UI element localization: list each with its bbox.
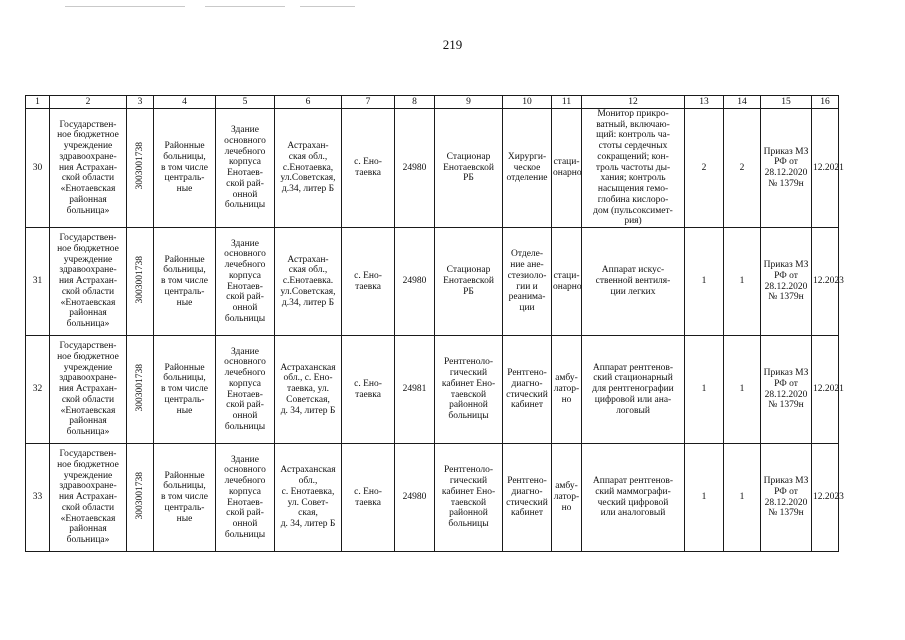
column-number-row: [26, 96, 839, 109]
table-row: [26, 336, 839, 444]
column-number: 12: [582, 96, 685, 109]
quantity-required: 1: [685, 444, 724, 552]
column-number: 15: [761, 96, 812, 109]
code: 24980: [395, 444, 435, 552]
equipment-table: [25, 95, 844, 552]
scan-artifact: [205, 6, 285, 7]
quantity-planned: 1: [724, 444, 761, 552]
care-mode: стаци- онарно: [552, 228, 582, 336]
inn-cell: [127, 109, 154, 228]
equipment: Монитор прикро- ватный, включаю- щий: контроль ча- стоты сердечных сокращений; кон- троль частоты ды- хания; контроль насыщения гемо- глобина кислоро- дом (пульсоксимет- рия): [582, 109, 685, 228]
facility-type: Районные больницы, в том числе централь- ные: [154, 336, 216, 444]
unit-name: Рентгеноло- гический кабинет Ено- таевской районной больницы: [435, 444, 503, 552]
department: Хирурги- ческое отделение: [503, 109, 552, 228]
regulation-order: Приказ МЗ РФ от 28.12.2020 № 1379н: [761, 444, 812, 552]
column-number: 7: [342, 96, 395, 109]
table-row: [26, 444, 839, 552]
table-row: [26, 109, 839, 228]
equipment: Аппарат искус- ственной вентиля- ции легких: [582, 228, 685, 336]
column-number: 14: [724, 96, 761, 109]
quantity-required: 2: [685, 109, 724, 228]
department: Рентгено- диагно- стический кабинет: [503, 444, 552, 552]
organization-name: Государствен- ное бюджетное учреждение здравоохране- ния Астрахан- ской области «Енотаевская районная больница»: [50, 444, 127, 552]
code: 24981: [395, 336, 435, 444]
care-mode: стаци- онарно: [552, 109, 582, 228]
target-date: 12.2021: [812, 109, 839, 228]
column-number: 11: [552, 96, 582, 109]
quantity-planned: 1: [724, 336, 761, 444]
care-mode: амбу- латор- но: [552, 444, 582, 552]
regulation-order: Приказ МЗ РФ от 28.12.2020 № 1379н: [761, 109, 812, 228]
organization-name: Государствен- ное бюджетное учреждение здравоохране- ния Астрахан- ской области «Енотаевская районная больница»: [50, 109, 127, 228]
regulation-order: Приказ МЗ РФ от 28.12.2020 № 1379н: [761, 336, 812, 444]
address: Астрахан- ская обл., с.Енотаевка. ул.Советская, д.34, литер Б: [275, 228, 342, 336]
row-number: 33: [26, 444, 50, 552]
inn-cell: [127, 444, 154, 552]
column-number: 4: [154, 96, 216, 109]
column-number: 13: [685, 96, 724, 109]
address: Астраханская обл., с. Енотаевка, ул. Совет- ская, д. 34, литер Б: [275, 444, 342, 552]
unit-name: Стационар Енотаевской РБ: [435, 109, 503, 228]
inn-value: 3003001738: [134, 142, 145, 190]
column-number: 2: [50, 96, 127, 109]
inn-value: 3003001738: [134, 471, 145, 520]
care-mode: амбу- латор- но: [552, 336, 582, 444]
department: Отделе- ние ане- стезиоло- гии и реанима- ции: [503, 228, 552, 336]
inn-value: 3003001738: [134, 363, 145, 412]
code: 24980: [395, 228, 435, 336]
page-number: 219: [442, 37, 463, 52]
row-number: 32: [26, 336, 50, 444]
building-name: Здание основного лечебного корпуса Енотаев- ской рай- онной больницы: [216, 228, 275, 336]
unit-name: Стационар Енотаевской РБ: [435, 228, 503, 336]
locality: с. Ено- таевка: [342, 336, 395, 444]
inn-cell: [127, 228, 154, 336]
quantity-planned: 1: [724, 228, 761, 336]
regulation-order: Приказ МЗ РФ от 28.12.2020 № 1379н: [761, 228, 812, 336]
equipment: Аппарат рентгенов- ский маммографи- ческий цифровой или аналоговый: [582, 444, 685, 552]
organization-name: Государствен- ное бюджетное учреждение здравоохране- ния Астрахан- ской области «Енотаевская районная больница»: [50, 228, 127, 336]
address: Астраханская обл., с. Ено- таевка, ул. Советская, д. 34, литер Б: [275, 336, 342, 444]
column-number: 8: [395, 96, 435, 109]
unit-name: Рентгеноло- гический кабинет Ено- таевской районной больницы: [435, 336, 503, 444]
quantity-required: 1: [685, 228, 724, 336]
facility-type: Районные больницы, в том числе централь- ные: [154, 444, 216, 552]
locality: с. Ено- таевка: [342, 228, 395, 336]
column-number: 16: [812, 96, 839, 109]
column-number: 6: [275, 96, 342, 109]
address: Астрахан- ская обл., с.Енотаевка, ул.Советская, д.34, литер Б: [275, 109, 342, 228]
target-date: 12.2023: [812, 444, 839, 552]
equipment: Аппарат рентгенов- ский стационарный для рентгенографии цифровой или ана- логовый: [582, 336, 685, 444]
facility-type: Районные больницы, в том числе централь- ные: [154, 109, 216, 228]
scan-artifact: [65, 6, 185, 7]
facility-type: Районные больницы, в том числе централь- ные: [154, 228, 216, 336]
column-number: 1: [26, 96, 50, 109]
locality: с. Ено- таевка: [342, 444, 395, 552]
target-date: 12.2021: [812, 336, 839, 444]
building-name: Здание основного лечебного корпуса Енотаев- ской рай- онной больницы: [216, 444, 275, 552]
column-number: 3: [127, 96, 154, 109]
row-number: 31: [26, 228, 50, 336]
department: Рентгено- диагно- стический кабинет: [503, 336, 552, 444]
target-date: 12.2023: [812, 228, 839, 336]
locality: с. Ено- таевка: [342, 109, 395, 228]
quantity-planned: 2: [724, 109, 761, 228]
organization-name: Государствен- ное бюджетное учреждение здравоохране- ния Астрахан- ской области «Енотаевская районная больница»: [50, 336, 127, 444]
column-number: 5: [216, 96, 275, 109]
building-name: Здание основного лечебного корпуса Енотаев- ской рай- онной больницы: [216, 336, 275, 444]
inn-cell: [127, 336, 154, 444]
column-number: 9: [435, 96, 503, 109]
code: 24980: [395, 109, 435, 228]
row-number: 30: [26, 109, 50, 228]
scan-artifact: [300, 6, 355, 7]
building-name: Здание основного лечебного корпуса Енотаев- ской рай- онной больницы: [216, 109, 275, 228]
table-row: [26, 228, 839, 336]
quantity-required: 1: [685, 336, 724, 444]
inn-value: 3003001738: [134, 255, 145, 304]
column-number: 10: [503, 96, 552, 109]
